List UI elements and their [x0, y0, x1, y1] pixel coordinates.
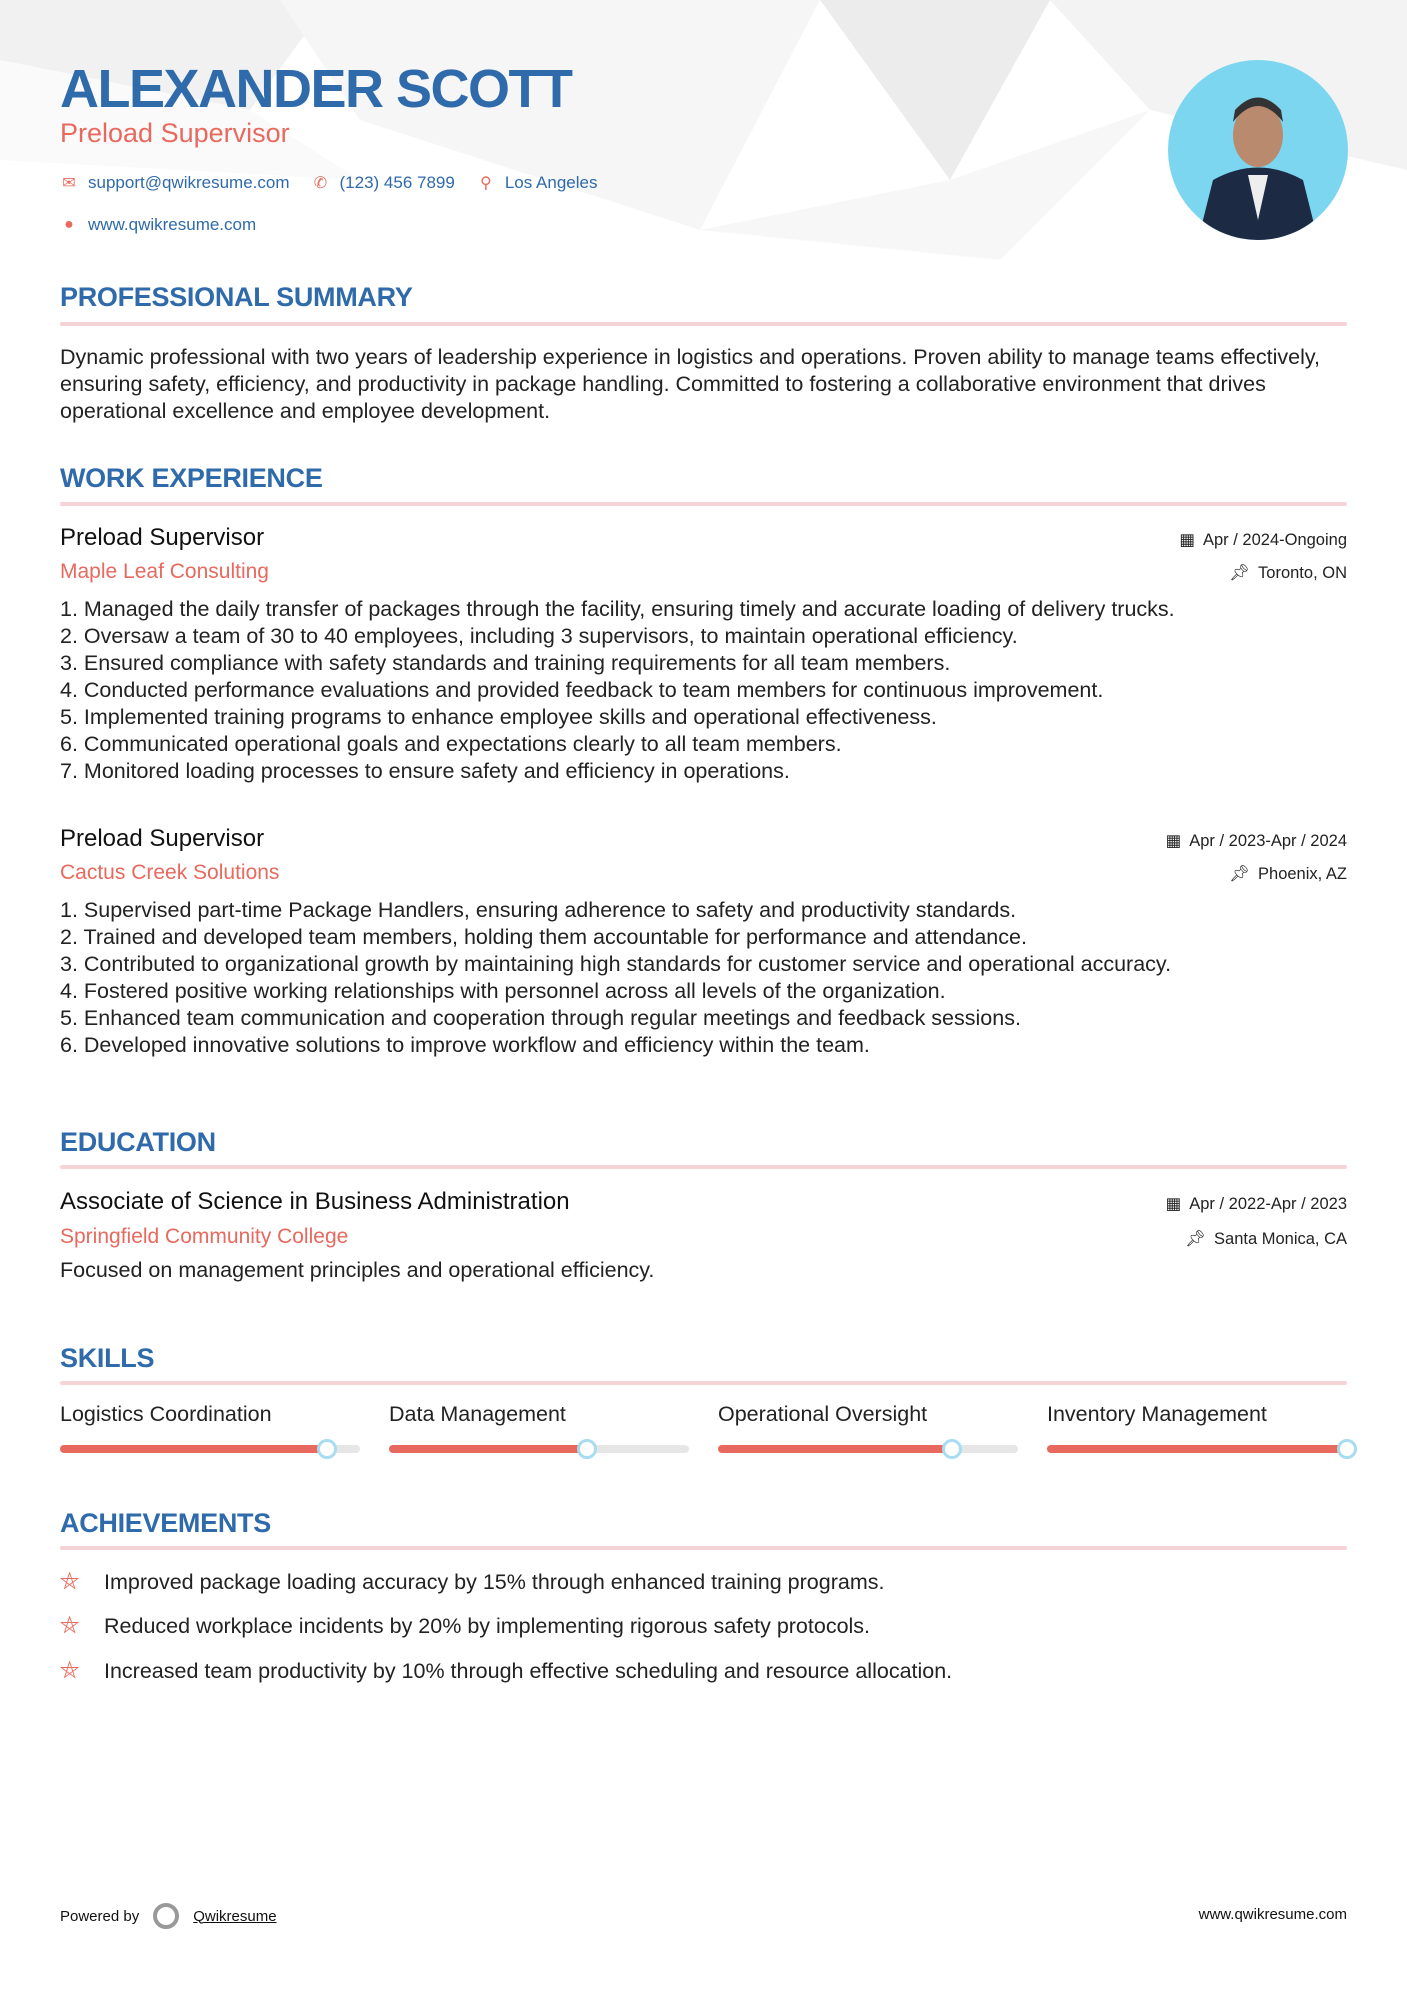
achievement-text: Improved package loading accuracy by 15% through enhanced training programs. [104, 1569, 885, 1594]
job-location [1229, 865, 1347, 884]
phone-icon: ✆ [313, 175, 328, 192]
skill-item [1047, 1402, 1347, 1427]
footer-url[interactable]: www.qwikresume.com [1198, 1906, 1347, 1923]
skill-item [718, 1402, 1018, 1427]
skills-heading: SKILLS [60, 1343, 155, 1373]
skill-name: Inventory Management [1047, 1402, 1267, 1426]
job-entry [60, 524, 1347, 785]
company-name: Cactus Creek Solutions [60, 861, 280, 884]
bullet: 1. Supervised part-time Package Handlers, ensuring adherence to safety and productivity standards. [60, 898, 1017, 922]
bullet: 4. Conducted performance evaluations and provided feedback to team members for continuous improvement. [60, 678, 1104, 702]
summary-heading: PROFESSIONAL SUMMARY [60, 282, 413, 312]
skill-bar-fill [718, 1445, 952, 1453]
job-date-text: Apr / 2024-Ongoing [1202, 530, 1347, 549]
degree: Associate of Science in Business Administration [60, 1188, 570, 1215]
skill-bar [60, 1445, 360, 1453]
skill-bar [1047, 1445, 1347, 1453]
bullet: 5. Implemented training programs to enhance employee skills and operational effectiveness. [60, 705, 937, 729]
phone-text: (123) 456 7899 [339, 173, 455, 192]
candidate-title: Preload Supervisor [60, 118, 290, 148]
bullet: 6. Communicated operational goals and expectations clearly to all team members. [60, 732, 842, 756]
company-name: Maple Leaf Consulting [60, 560, 269, 583]
skill-bar-fill [60, 1445, 327, 1453]
pin-icon: 📌︎ [1185, 1230, 1207, 1248]
skill-bar-fill [1047, 1445, 1347, 1453]
divider [60, 502, 1347, 506]
divider [60, 1381, 1347, 1385]
globe-icon: ● [64, 216, 74, 233]
bullet: 6. Developed innovative solutions to improve workflow and efficiency within the team. [60, 1033, 870, 1057]
skill-bar [389, 1445, 689, 1453]
job-date [1179, 530, 1347, 550]
candidate-name: ALEXANDER SCOTT [60, 59, 572, 119]
brand-link[interactable]: Qwikresume [193, 1907, 277, 1925]
job-title: Preload Supervisor [60, 825, 265, 852]
skill-bar-knob [577, 1439, 597, 1459]
skill-bar-knob [942, 1439, 962, 1459]
bullet: 3. Ensured compliance with safety standards and training requirements for all team members. [60, 651, 951, 675]
footer-left [60, 1903, 277, 1929]
achievement-item [60, 1612, 870, 1640]
bullet: 3. Contributed to organizational growth by maintaining high standards for customer service and operational accuracy. [60, 952, 1172, 976]
work-heading: WORK EXPERIENCE [60, 463, 323, 493]
achievement-item [60, 1657, 952, 1685]
star-icon: ⛤ [60, 1657, 80, 1684]
skill-item [60, 1402, 360, 1427]
skill-name: Logistics Coordination [60, 1402, 272, 1426]
skill-item [389, 1402, 689, 1427]
profile-photo [1168, 60, 1348, 240]
achievements-heading: ACHIEVEMENTS [60, 1508, 271, 1538]
skill-bar [718, 1445, 1018, 1453]
bullet: 7. Monitored loading processes to ensure safety and efficiency in operations. [60, 759, 790, 783]
school-name: Springfield Community College [60, 1225, 349, 1248]
job-location-text: Phoenix, AZ [1258, 865, 1347, 883]
job-date [1166, 831, 1347, 851]
divider [60, 1546, 1347, 1550]
job-entry [60, 825, 1347, 1059]
education-date [1166, 1194, 1347, 1214]
skill-bar-knob [1337, 1439, 1357, 1459]
skill-bar-knob [317, 1439, 337, 1459]
education-description: Focused on management principles and operational efficiency. [60, 1258, 655, 1282]
achievement-text: Increased team productivity by 10% through effective scheduling and resource allocation. [104, 1658, 953, 1683]
powered-by-label: Powered by [60, 1907, 140, 1925]
job-title: Preload Supervisor [60, 524, 265, 551]
pin-icon: 📌︎ [1229, 865, 1251, 883]
job-location [1229, 564, 1347, 583]
skills-list [60, 1402, 1350, 1472]
skill-bar-fill [389, 1445, 587, 1453]
divider [60, 322, 1347, 326]
skill-name: Data Management [389, 1402, 566, 1426]
skill-name: Operational Oversight [718, 1402, 928, 1426]
contact-row [60, 173, 597, 193]
divider [60, 1165, 1347, 1169]
bullet: 5. Enhanced team communication and cooperation through regular meetings and feedback sessions. [60, 1006, 1021, 1030]
email-link[interactable]: support@qwikresume.com [88, 173, 290, 192]
education-location-text: Santa Monica, CA [1214, 1230, 1347, 1248]
email-icon: ✉ [62, 175, 76, 192]
pin-icon: 📌︎ [1229, 564, 1251, 582]
star-icon: ⛤ [60, 1568, 80, 1595]
website-link[interactable]: www.qwikresume.com [88, 215, 257, 234]
website-row [60, 215, 256, 235]
education-entry [60, 1188, 1347, 1284]
job-bullets [60, 596, 1347, 785]
education-date-text: Apr / 2022-Apr / 2023 [1189, 1194, 1347, 1213]
bullet: 1. Managed the daily transfer of packages through the facility, ensuring timely and accurate loading of delivery trucks. [60, 597, 1175, 621]
achievement-text: Reduced workplace incidents by 20% by implementing rigorous safety protocols. [104, 1613, 871, 1638]
bullet: 4. Fostered positive working relationships with personnel across all levels of the organization. [60, 979, 946, 1003]
education-heading: EDUCATION [60, 1127, 216, 1157]
calendar-icon: ▦ [1179, 531, 1195, 549]
bullet: 2. Oversaw a team of 30 to 40 employees, including 3 supervisors, to maintain operational efficiency. [60, 624, 1018, 648]
achievement-item [60, 1568, 884, 1596]
bullet: 2. Trained and developed team members, holding them accountable for performance and attendance. [60, 925, 1027, 949]
summary-text: Dynamic professional with two years of leadership experience in logistics and operations. Proven ability to manage teams effectively, ensuring safety, efficiency, and productivity in package handling. Committed to fostering a collaborative environment that drives operational excellence and employee development. [60, 345, 1320, 423]
calendar-icon: ▦ [1165, 832, 1182, 850]
calendar-icon: ▦ [1165, 1195, 1182, 1213]
job-date-text: Apr / 2023-Apr / 2024 [1189, 831, 1347, 850]
job-bullets [60, 897, 1347, 1059]
education-location [1185, 1230, 1347, 1249]
job-location-text: Toronto, ON [1258, 564, 1347, 582]
qwikresume-logo-icon [153, 1903, 179, 1929]
location-pin-icon: ⚲ [479, 175, 492, 192]
star-icon: ⛤ [60, 1612, 80, 1639]
location-text: Los Angeles [504, 173, 598, 192]
